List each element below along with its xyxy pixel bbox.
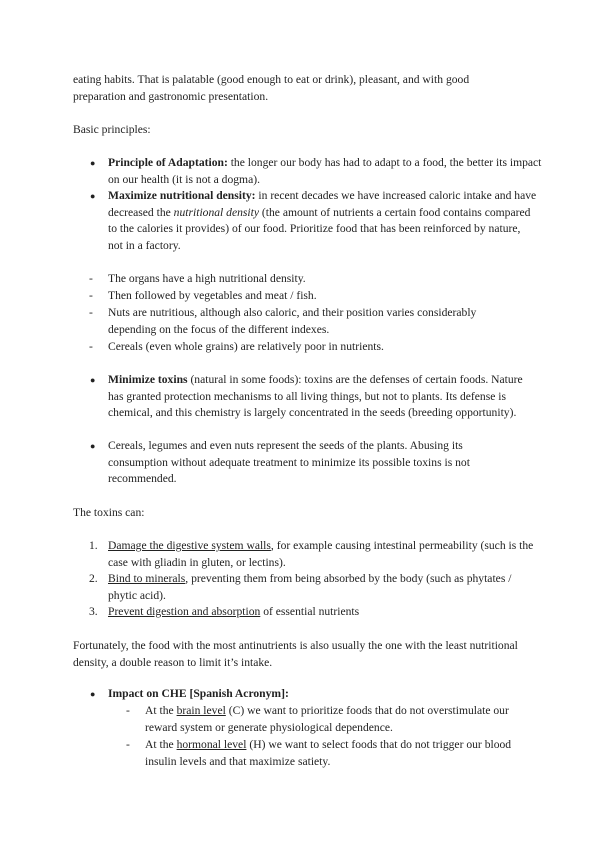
intro-line-1: eating habits. That is palatable (good enough to eat or drink), pleasant, and with good <box>73 73 470 86</box>
toxins-list-item: 1. Damage the digestive system walls, for example causing intestinal permeability (such is the case with gliadin in gluten, or lectins). <box>89 539 534 569</box>
density-list-item: - Cereals (even whole grains) are relatively poor in nutrients. <box>108 339 538 356</box>
density-list-item: - Then followed by vegetables and meat / fish. <box>108 288 538 305</box>
toxins-list-item: 2. Bind to minerals, preventing them from being absorbed by the body (such as phytates / phytic acid). <box>89 572 512 602</box>
bullet-icon: ● <box>90 689 96 699</box>
nutritional-density-term: nutritional density <box>173 205 260 219</box>
basic-principles-heading: Basic principles: <box>73 123 151 136</box>
bullet-principle-density <box>90 188 538 254</box>
dash-icon: - <box>126 738 130 751</box>
dash-icon: - <box>89 306 93 319</box>
density-list-item: - Nuts are nutritious, although also caloric, and their position varies considerably depending on the focus of the different indexes. <box>89 306 477 336</box>
impact-title: Impact on CHE [Spanish Acronym]: <box>108 687 289 700</box>
toxins-can-heading: The toxins can: <box>73 506 145 519</box>
principle-density-text-b: (the amount of nutrients a certain food contains compared to the calories it provides) of our food. Prioritize food that has been reinforced by nature, not in a factory. <box>108 205 531 252</box>
dash-icon: - <box>89 340 93 353</box>
bullet-cereals-legumes: ● Cereals, legumes and even nuts represent the seeds of the plants. Abusing its consumption without adequate treatment to minimize its possible toxins is not recommended. <box>90 439 470 486</box>
principle-adaptation-text: the longer our body has had to adapt to a food, the better its impact on our health (it is not a dogma). <box>108 156 542 186</box>
principle-density-text-a: in recent decades we have increased caloric intake and have decreased the <box>108 189 537 219</box>
list-number: 1. <box>89 539 98 552</box>
list-number: 2. <box>89 572 98 585</box>
bullet-icon: ● <box>90 441 96 451</box>
dash-icon: - <box>89 272 93 285</box>
principle-adaptation-title: Principle of Adaptation: <box>108 156 228 169</box>
toxins-list-item: 3. Prevent digestion and absorption of essential nutrients <box>108 604 548 621</box>
list-number: 3. <box>89 605 98 618</box>
bullet-impact-che <box>90 686 538 703</box>
dash-icon: - <box>126 704 130 717</box>
bullet-principle-adaptation <box>90 155 548 188</box>
principle-toxins-title: Minimize toxins <box>108 373 188 386</box>
principle-density-title: Maximize nutritional density: <box>108 189 256 202</box>
impact-list-item: - At the brain level (C) we want to prioritize foods that do not overstimulate our reward system or generate physiological dependence. <box>126 704 509 734</box>
principle-toxins-text: (natural in some foods): toxins are the defenses of certain foods. Nature has granted protection mechanisms to all living things, but not to plants. Its defense is chemical, and this chemistry is largely concentrated in the seeds (breeding opportunity). <box>108 373 523 420</box>
intro-paragraph <box>73 72 541 105</box>
dash-icon: - <box>89 289 93 302</box>
bullet-icon: ● <box>90 191 96 201</box>
fortunately-paragraph: Fortunately, the food with the most antinutrients is also usually the one with the least nutritional density, a double reason to limit it’s intake. <box>73 639 518 669</box>
bullet-icon: ● <box>90 375 96 385</box>
bullet-icon: ● <box>90 158 96 168</box>
density-list-item: - The organs have a high nutritional density. <box>108 271 538 288</box>
bullet-minimize-toxins <box>90 372 533 422</box>
intro-line-2: preparation and gastronomic presentation. <box>73 89 269 103</box>
impact-list-item: - At the hormonal level (H) we want to select foods that do not trigger our blood insulin levels and that maximize satiety. <box>126 738 512 768</box>
